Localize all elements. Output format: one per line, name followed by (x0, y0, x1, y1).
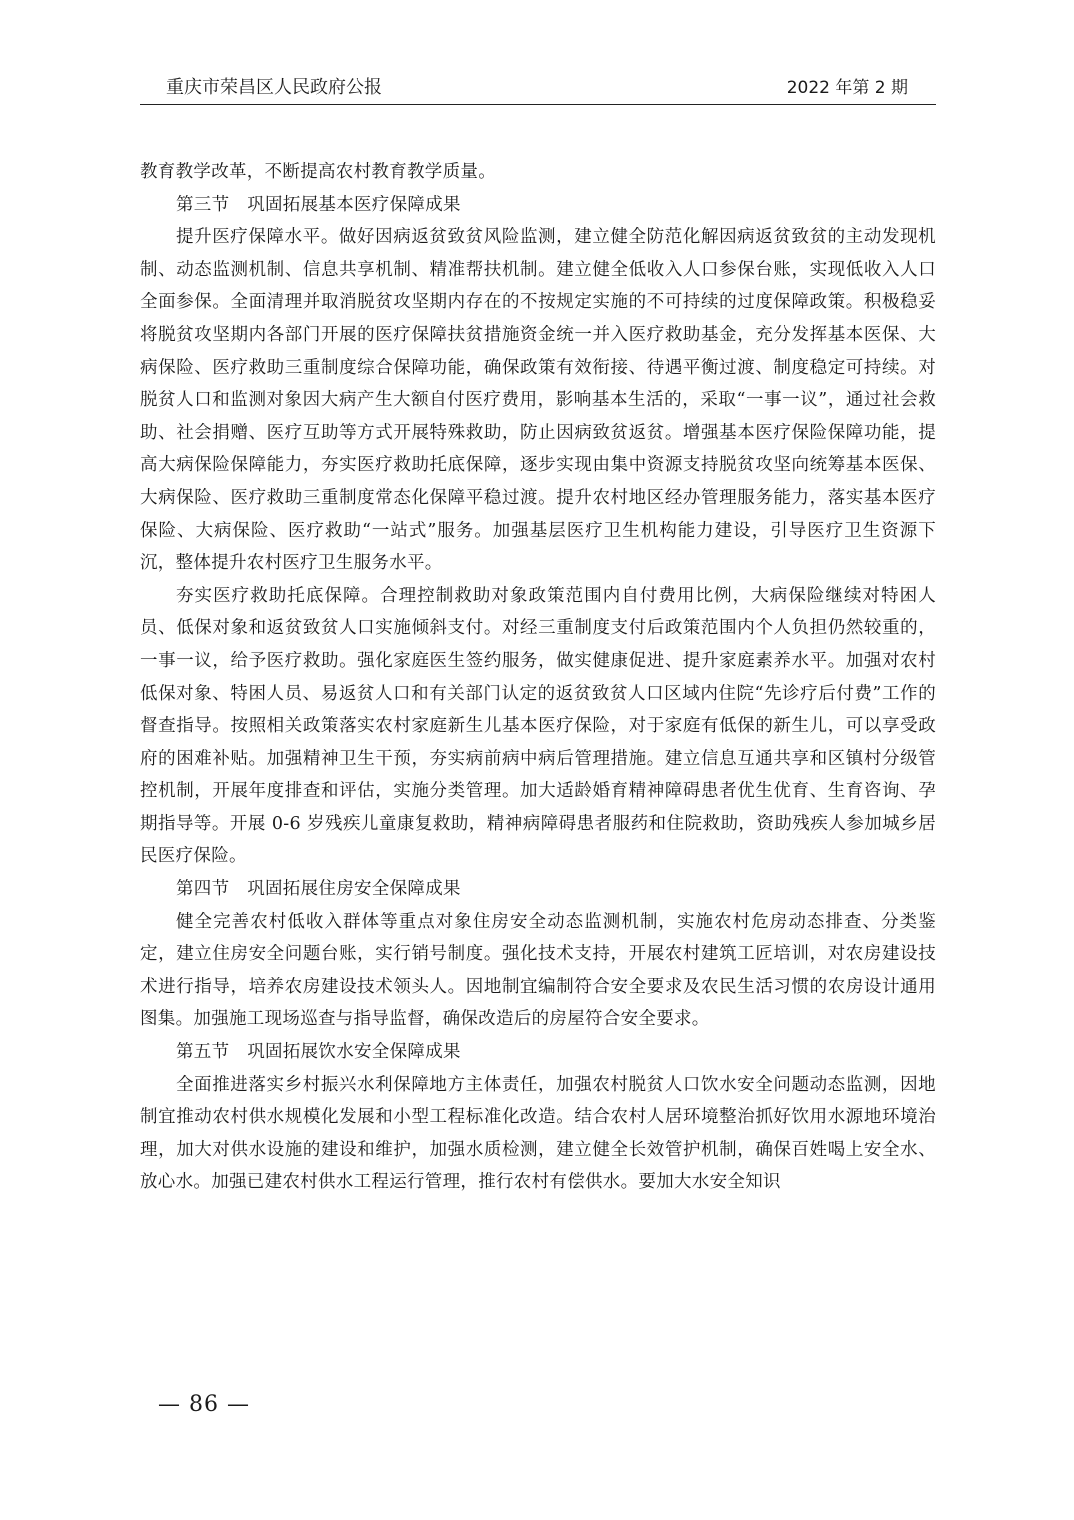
paragraph-medical-security: 提升医疗保障水平。做好因病返贫致贫风险监测，建立健全防范化解因病返贫致贫的主动发现机制、动态监测机制、信息共享机制、精准帮扶机制。建立健全低收入人口参保台账，实现低收入人口全面参保。全面清理并取消脱贫攻坚期内存在的不按规定实施的不可持续的过度保障政策。积极稳妥将脱贫攻坚期内各部门开展的医疗保障扶贫措施资金统一并入医疗救助基金，充分发挥基本医保、大病保险、医疗救助三重制度综合保障功能，确保政策有效衔接、待遇平衡过渡、制度稳定可持续。对脱贫人口和监测对象因大病产生大额自付医疗费用，影响基本生活的，采取“一事一议”，通过社会救助、社会捐赠、医疗互助等方式开展特殊救助，防止因病致贫返贫。增强基本医疗保险保障功能，提高大病保险保障能力，夯实医疗救助托底保障，逐步实现由集中资源支持脱贫攻坚向统筹基本医保、大病保险、医疗救助三重制度常态化保障平稳过渡。提升农村地区经办管理服务能力，落实基本医疗保险、大病保险、医疗救助“一站式”服务。加强基层医疗卫生机构能力建设，引导医疗卫生资源下沉，整体提升农村医疗卫生服务水平。 (140, 227, 936, 574)
section-heading-4: 第四节 巩固拓展住房安全保障成果 (176, 879, 461, 900)
article-body (140, 156, 936, 1199)
paragraph-housing-safety: 健全完善农村低收入群体等重点对象住房安全动态监测机制，实施农村危房动态排查、分类鉴定，建立住房安全问题台账，实行销号制度。强化技术支持，开展农村建筑工匠培训，对农房建设技术进行指导，培养农房建设技术领头人。因地制宜编制符合安全要求及农民生活习惯的农房设计通用图集。加强施工现场巡查与指导监督，确保改造后的房屋符合安全要求。 (140, 911, 936, 1030)
issue-number: 2022 年第 2 期 (786, 78, 908, 98)
section-heading-5: 第五节 巩固拓展饮水安全保障成果 (176, 1042, 461, 1063)
gazette-title: 重庆市荣昌区人民政府公报 (166, 77, 382, 98)
paragraph-medical-assistance: 夯实医疗救助托底保障。合理控制救助对象政策范围内自付费用比例，大病保险继续对特困人员、低保对象和返贫致贫人口实施倾斜支付。对经三重制度支付后政策范围内个人负担仍然较重的，一事一议，给予医疗救助。强化家庭医生签约服务，做实健康促进、提升家庭素养水平。加强对农村低保对象、特困人员、易返贫人口和有关部门认定的返贫致贫人口区域内住院“先诊疗后付费”工作的督查指导。按照相关政策落实农村家庭新生儿基本医疗保险，对于家庭有低保的新生儿，可以享受政府的困难补贴。加强精神卫生干预，夯实病前病中病后管理措施。建立信息互通共享和区镇村分级管控机制，开展年度排查和评估，实施分类管理。加大适龄婚育精神障碍患者优生优育、生育咨询、孕期指导等。开展 0-6 岁残疾儿童康复救助，精神病障碍患者服药和住院救助，资助残疾人参加城乡居民医疗保险。 (140, 585, 936, 867)
page-number: — 86 — (158, 1392, 250, 1417)
page-header (140, 76, 936, 105)
paragraph-continuation: 教育教学改革，不断提高农村教育教学质量。 (140, 162, 496, 182)
section-heading-3: 第三节 巩固拓展基本医疗保障成果 (176, 194, 461, 215)
paragraph-drinking-water: 全面推进落实乡村振兴水利保障地方主体责任，加强农村脱贫人口饮水安全问题动态监测，因地制宜推动农村供水规模化发展和小型工程标准化改造。结合农村人居环境整治抓好饮用水源地环境治理，加大对供水设施的建设和维护，加强水质检测，建立健全长效管护机制，确保百姓喝上安全水、放心水。加强已建农村供水工程运行管理，推行农村有偿供水。要加大水安全知识 (140, 1074, 936, 1193)
